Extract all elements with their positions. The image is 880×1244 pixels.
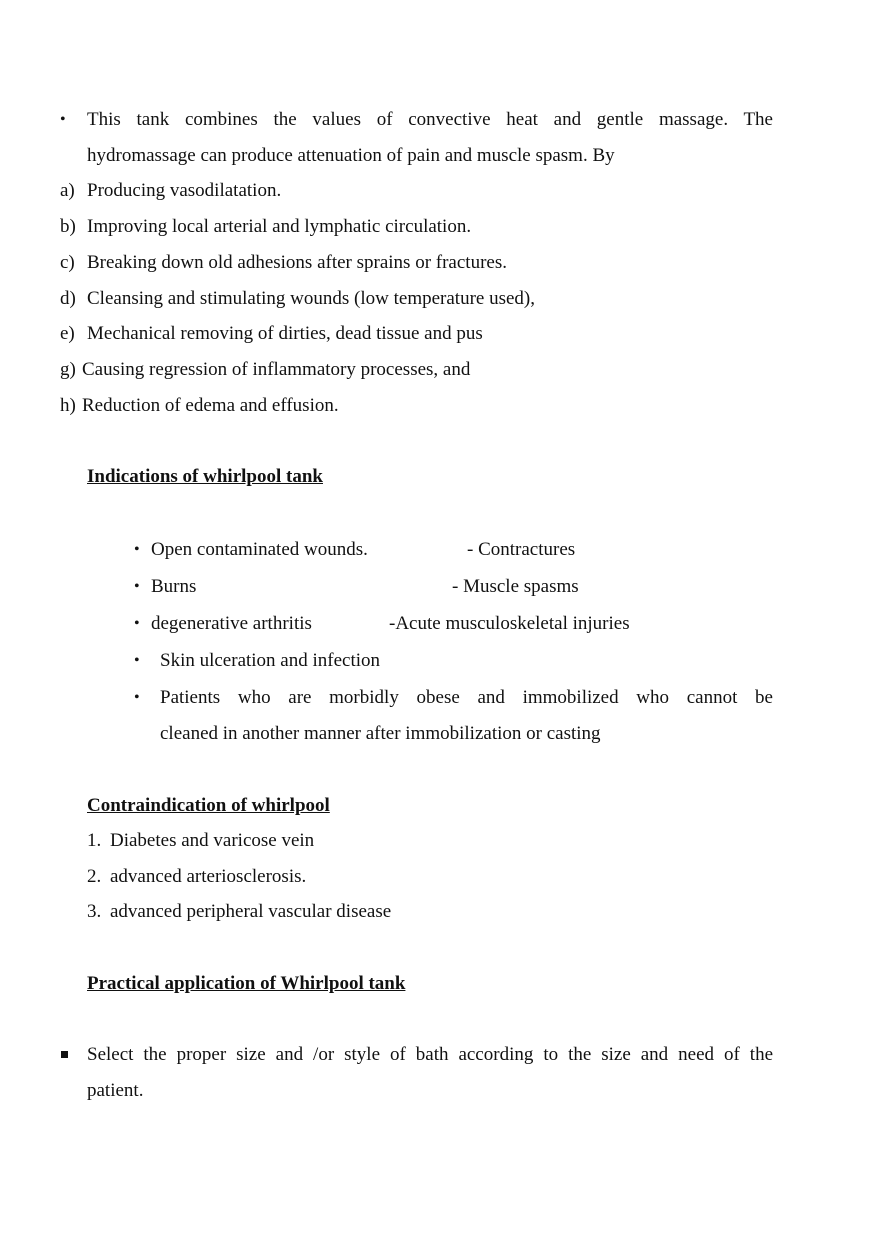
indication-right: - Muscle spasms (452, 576, 579, 597)
indication-left: Burns (151, 576, 197, 597)
indication-left: degenerative arthritis (151, 613, 312, 634)
indication-bullet: • (134, 615, 140, 632)
contraindication-marker: 1. (87, 830, 102, 851)
indication-bullet: • (134, 689, 140, 706)
indication-bullet: • (134, 652, 140, 669)
contraindications-heading: Contraindication of whirlpool (87, 795, 330, 816)
contraindication-item: Diabetes and varicose vein (110, 830, 315, 851)
practical-item: Select the proper size and /or style of bath according to the size and need of the (87, 1044, 773, 1065)
contraindication-marker: 3. (87, 901, 102, 922)
effect-marker: g) (60, 359, 76, 380)
indication-bullet: • (134, 578, 140, 595)
contraindication-item: advanced arteriosclerosis. (110, 866, 307, 887)
contraindication-marker: 2. (87, 866, 102, 887)
intro-line-2: hydromassage can produce attenuation of pain and muscle spasm. By (87, 145, 615, 166)
indication-right: - Contractures (467, 539, 576, 560)
effect-marker: a) (60, 180, 75, 201)
practical-heading: Practical application of Whirlpool tank (87, 973, 406, 994)
indication-bullet: • (134, 541, 140, 558)
effect-item: Improving local arterial and lymphatic circulation. (87, 216, 472, 237)
indication-item: Skin ulceration and infection (160, 650, 381, 671)
intro-bullet: • (60, 111, 66, 128)
indication-left: Open contaminated wounds. (151, 539, 368, 560)
effect-item: Causing regression of inflammatory processes, and (82, 359, 471, 380)
effect-item: Cleansing and stimulating wounds (low temperature used), (87, 288, 535, 309)
indications-heading: Indications of whirlpool tank (87, 466, 323, 487)
effect-marker: h) (60, 395, 76, 416)
square-bullet-icon (61, 1051, 68, 1058)
intro-line-1: This tank combines the values of convective heat and gentle massage. The (87, 109, 773, 130)
indication-right: -Acute musculoskeletal injuries (389, 613, 630, 634)
effect-marker: e) (60, 323, 75, 344)
effect-item: Producing vasodilatation. (87, 180, 282, 201)
effect-item: Mechanical removing of dirties, dead tissue and pus (87, 323, 483, 344)
practical-item-continued: patient. (87, 1080, 144, 1101)
contraindication-item: advanced peripheral vascular disease (110, 901, 392, 922)
effect-marker: c) (60, 252, 75, 273)
indication-item: Patients who are morbidly obese and immobilized who cannot be (160, 687, 773, 708)
indication-item-continued: cleaned in another manner after immobilization or casting (160, 723, 601, 744)
effect-item: Breaking down old adhesions after sprains or fractures. (87, 252, 507, 273)
effect-item: Reduction of edema and effusion. (82, 395, 339, 416)
effect-marker: d) (60, 288, 76, 309)
effect-marker: b) (60, 216, 76, 237)
